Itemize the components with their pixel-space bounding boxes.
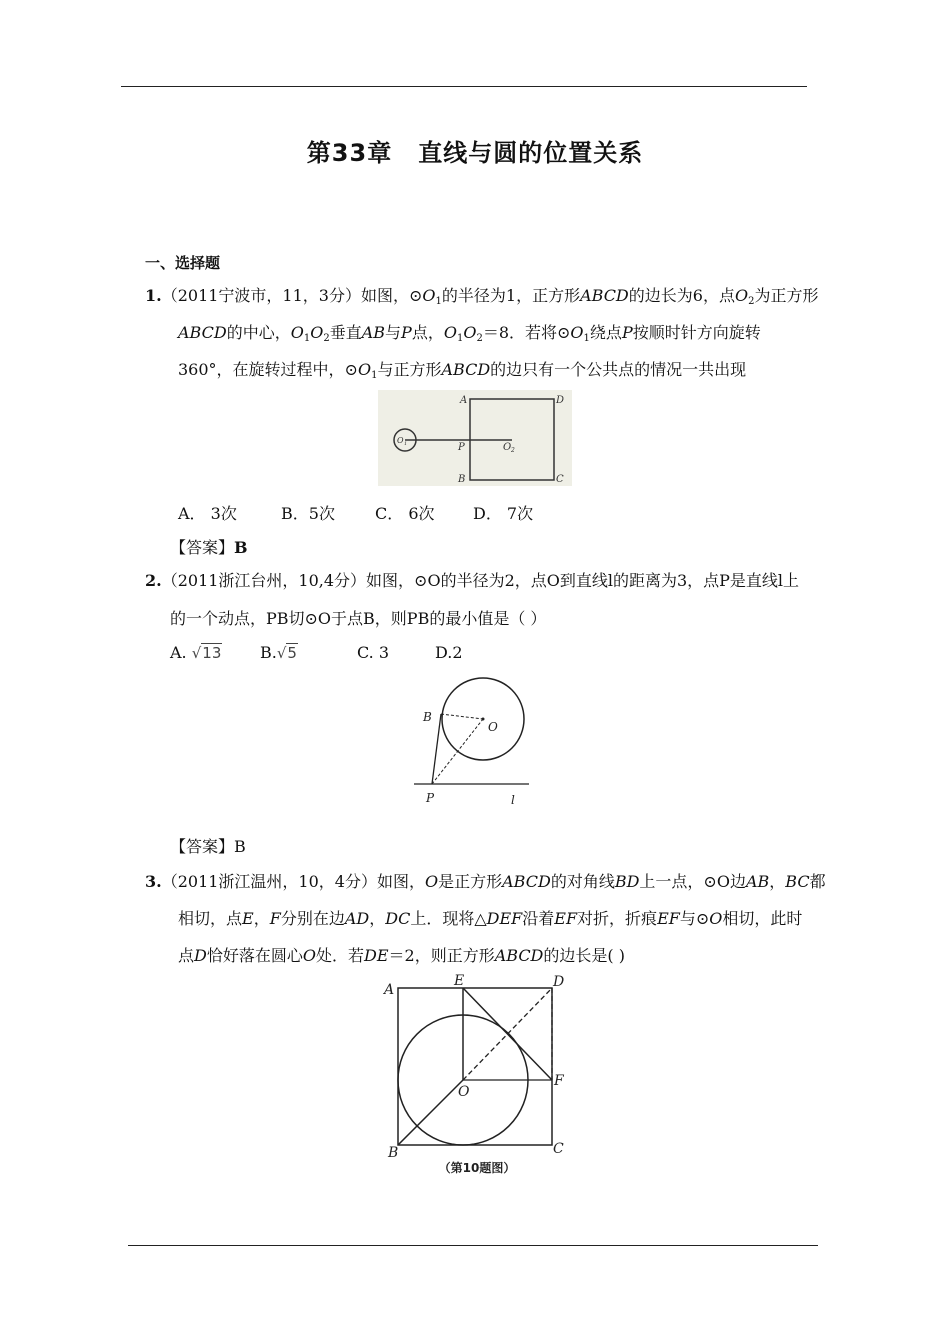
option-d: D． 7次 xyxy=(473,504,534,523)
label-o1-sub: 1 xyxy=(404,441,408,447)
question-1-line-3: 360°，在旋转过程中，$⊙O_1$与正方形ABCD的边只有一个公共点的情况一共出现 xyxy=(178,360,747,381)
option-c: C． 6次 xyxy=(375,504,435,523)
label-c: C xyxy=(553,1141,564,1157)
label-p: P xyxy=(426,791,435,805)
label-d: D xyxy=(556,395,565,406)
option-b: B．5次 xyxy=(281,504,335,523)
option-b: B.√5 xyxy=(260,643,297,662)
question-3-line-3: 点D恰好落在圆心O处．若DE＝2，则正方形ABCD的边长是( ) xyxy=(178,946,625,965)
question-2-answer: 【答案】B xyxy=(170,837,246,856)
label-o: O xyxy=(458,1084,470,1100)
label-o2-sub: 2 xyxy=(511,447,515,454)
question-2-options xyxy=(170,642,463,664)
label-a: A xyxy=(460,395,468,406)
option-d: D.2 xyxy=(435,643,463,662)
label-o2: O xyxy=(503,442,512,453)
label-f: F xyxy=(554,1073,564,1089)
question-1-answer: 【答案】B xyxy=(170,538,248,557)
question-1-figure xyxy=(378,390,572,486)
question-2-line-1: 2.（2011浙江台州，10,4分）如图，⊙O的半径为2，点O到直线l的距离为3，点P是直线l上 xyxy=(145,571,800,590)
label-d: D xyxy=(553,974,565,990)
label-a: A xyxy=(384,982,395,998)
option-a: A. √13 xyxy=(170,643,222,662)
question-1-line-1: 1.（2011宁波市，11，3分）如图，$⊙O_1$的半径为1，正方形ABCD的边长为6，点$O_2$为正方形 xyxy=(145,286,819,307)
label-b: B xyxy=(458,474,466,485)
page-title: 第33章 直线与圆的位置关系 xyxy=(306,139,644,167)
option-a: A． 3次 xyxy=(178,504,237,523)
question-2-figure xyxy=(408,672,538,812)
label-o1: O xyxy=(397,436,404,445)
footer-rule xyxy=(128,1245,818,1246)
label-e: E xyxy=(454,973,465,989)
question-1-line-2: ABCD的中心，$O_1O_2$垂直AB与P点，$O_1O_2=8$．若将$⊙O_1$绕点P按顺时针方向旋转 xyxy=(178,323,761,344)
header-rule xyxy=(121,86,807,87)
question-3-figure xyxy=(382,972,572,1182)
label-b: B xyxy=(388,1145,399,1161)
section-heading: 一、选择题 xyxy=(145,254,221,272)
option-c: C. 3 xyxy=(357,643,390,662)
label-c: C xyxy=(556,474,564,485)
label-b: B xyxy=(423,710,432,724)
question-3-line-1: 3.（2011浙江温州，10，4分）如图，O是正方形ABCD的对角线BD上一点，⊙O边AB，BC都 xyxy=(145,872,826,891)
label-o: O xyxy=(488,720,498,734)
label-l: l xyxy=(511,793,515,807)
figure-caption: （第10题图） xyxy=(438,1161,516,1175)
question-1-options xyxy=(178,503,533,525)
label-p: P xyxy=(458,442,465,453)
question-3-line-2: 相切，点E，F分别在边AD，DC上．现将△DEF沿着EF对折，折痕EF与⊙O相切，此时 xyxy=(178,909,803,928)
question-2-line-2: 的一个动点，PB切⊙O于点B，则PB的最小值是（ ） xyxy=(170,609,547,628)
